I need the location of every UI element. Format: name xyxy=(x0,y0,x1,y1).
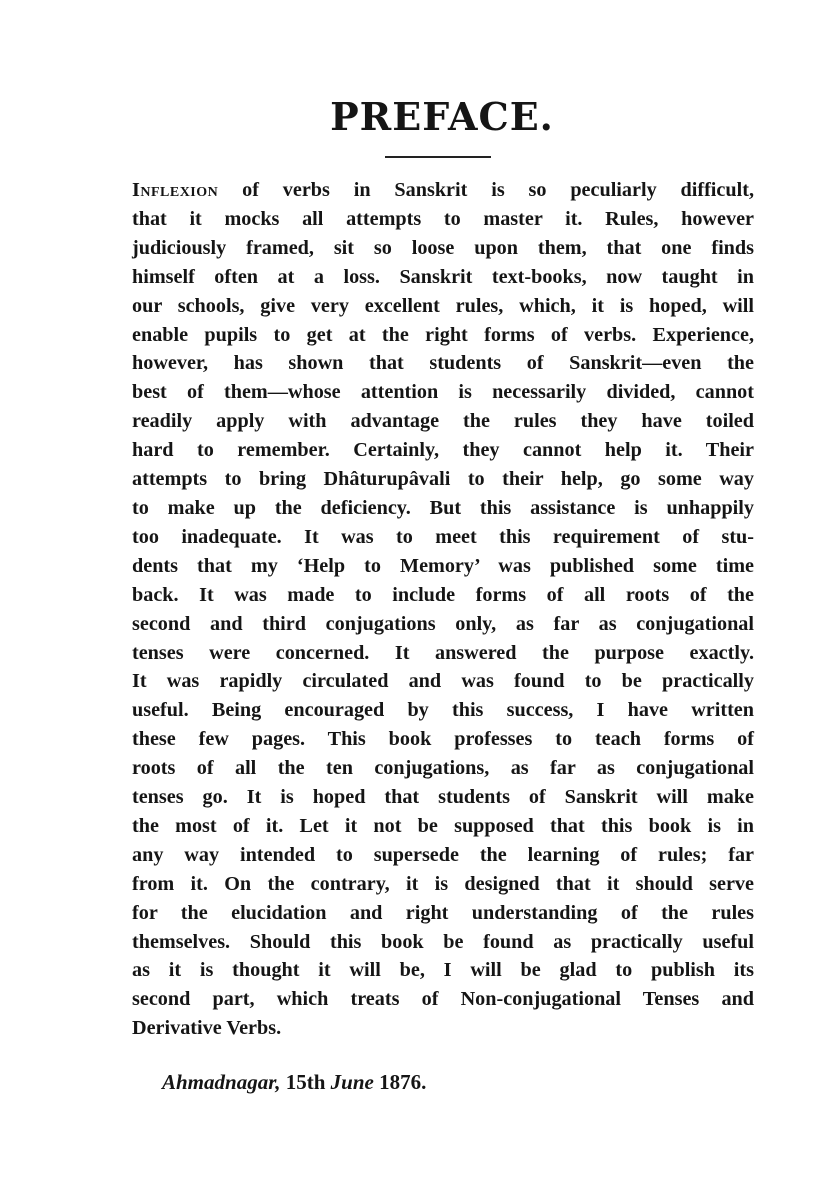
signature xyxy=(162,1070,426,1095)
signature-day: 15th xyxy=(285,1070,326,1094)
preface-line: enable pupils to get at the right forms of verbs. Experience, xyxy=(132,323,754,346)
signature-year: 1876. xyxy=(379,1070,427,1094)
signature-place: Ahmadnagar, xyxy=(162,1070,281,1094)
preface-line: attempts to bring Dhâturupâvali to their help, go some way xyxy=(132,468,754,491)
preface-line: tenses were concerned. It answered the purpose exactly. xyxy=(132,641,754,664)
preface-line: Derivative Verbs. xyxy=(132,1017,282,1040)
preface-line: themselves. Should this book be found as practically useful xyxy=(132,930,754,953)
preface-line: for the elucidation and right understanding of the rules xyxy=(132,901,754,924)
preface-line: It was rapidly circulated and was found to be practically xyxy=(132,670,754,693)
title-divider xyxy=(385,156,491,158)
preface-body xyxy=(132,176,754,1043)
preface-line: judiciously framed, sit so loose upon them, that one finds xyxy=(132,236,754,259)
preface-line: too inadequate. It was to meet this requirement of stu- xyxy=(132,525,754,548)
page-title: PREFACE. xyxy=(330,94,554,139)
preface-line: roots of all the ten conjugations, as far as conjugational xyxy=(132,757,754,780)
preface-line xyxy=(132,176,754,205)
preface-line: tenses go. It is hoped that students of Sanskrit will make xyxy=(132,786,754,809)
preface-line: back. It was made to include forms of all roots of the xyxy=(132,583,754,606)
preface-line: dents that my ‘Help to Memory’ was published some time xyxy=(132,554,754,577)
preface-line: from it. On the contrary, it is designed that it should serve xyxy=(132,872,754,895)
opening-word: Inflexion xyxy=(132,179,219,201)
preface-line: useful. Being encouraged by this success, I have written xyxy=(132,699,754,722)
signature-month: June xyxy=(330,1070,374,1094)
preface-line: these few pages. This book professes to teach forms of xyxy=(132,728,754,751)
preface-line: himself often at a loss. Sanskrit text-books, now taught in xyxy=(132,265,754,288)
preface-line: second and third conjugations only, as far as conjugational xyxy=(132,612,754,635)
preface-line: however, has shown that students of Sanskrit—even the xyxy=(132,352,754,375)
preface-line: second part, which treats of Non-conjugational Tenses and xyxy=(132,988,754,1011)
preface-line: any way intended to supersede the learning of rules; far xyxy=(132,843,754,866)
preface-line: readily apply with advantage the rules they have toiled xyxy=(132,410,754,433)
preface-line: the most of it. Let it not be supposed that this book is in xyxy=(132,814,754,837)
preface-line: best of them—whose attention is necessarily divided, cannot xyxy=(132,381,754,404)
preface-line-text: of verbs in Sanskrit is so peculiarly difficult, xyxy=(218,179,754,201)
preface-line: to make up the deficiency. But this assistance is unhappily xyxy=(132,496,754,519)
preface-line: our schools, give very excellent rules, which, it is hoped, will xyxy=(132,294,754,317)
preface-line: hard to remember. Certainly, they cannot help it. Their xyxy=(132,439,754,462)
preface-line: as it is thought it will be, I will be glad to publish its xyxy=(132,959,754,982)
preface-line: that it mocks all attempts to master it. Rules, however xyxy=(132,207,754,230)
